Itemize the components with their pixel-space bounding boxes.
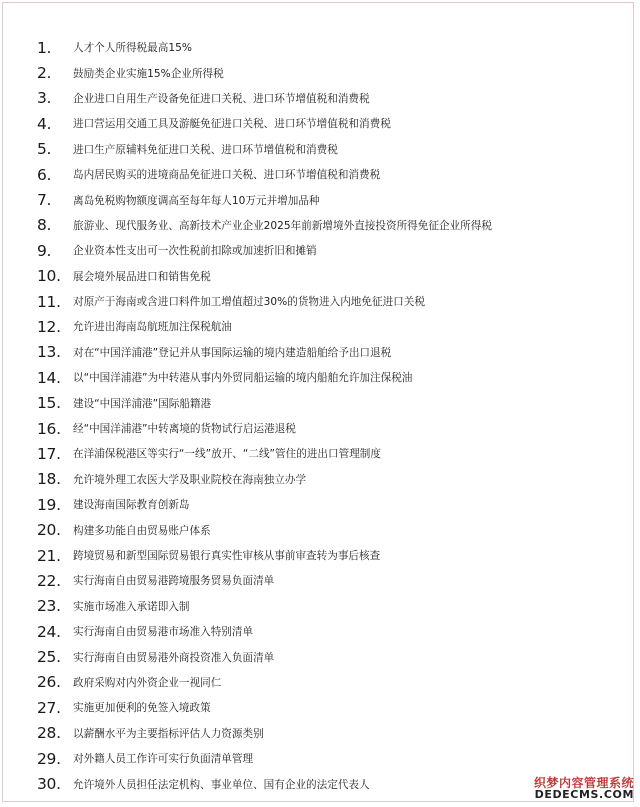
item-number: 11. <box>37 292 61 311</box>
item-number: 15. <box>37 394 61 413</box>
list-item <box>3 644 633 669</box>
item-text: 旅游业、现代服务业、高新技术产业企业2025年前新增境外直接投资所得免征企业所得税 <box>73 219 492 232</box>
item-number: 10. <box>37 267 61 286</box>
item-text: 展会境外展品进口和销售免税 <box>73 270 211 283</box>
list-item <box>3 111 633 136</box>
item-text: 实行海南自由贸易港市场准入特别清单 <box>73 626 254 639</box>
item-text: 鼓励类企业实施15%企业所得税 <box>73 67 224 80</box>
list-item <box>3 340 633 365</box>
item-text: 进口营运用交通工具及游艇免征进口关税、进口环节增值税和消费税 <box>73 118 391 131</box>
list-item <box>3 162 633 187</box>
list-item <box>3 416 633 441</box>
list-item <box>3 568 633 593</box>
item-number: 26. <box>37 673 61 692</box>
item-number: 6. <box>37 165 52 184</box>
list-item <box>3 441 633 466</box>
item-text: 实行海南自由贸易港跨境服务贸易负面清单 <box>73 575 275 588</box>
item-number: 25. <box>37 648 61 667</box>
item-number: 17. <box>37 444 61 463</box>
item-number: 13. <box>37 343 61 362</box>
list-item <box>3 213 633 238</box>
watermark-en: DEDECMS.COM <box>534 788 634 802</box>
item-text: 构建多功能自由贸易账户体系 <box>73 524 211 537</box>
item-number: 28. <box>37 724 61 743</box>
item-number: 9. <box>37 241 52 260</box>
list-item <box>3 264 633 289</box>
policy-list <box>3 35 633 797</box>
item-text: 企业进口自用生产设备免征进口关税、进口环节增值税和消费税 <box>73 92 370 105</box>
list-item <box>3 289 633 314</box>
item-text: 企业资本性支出可一次性税前扣除或加速折旧和摊销 <box>73 245 317 258</box>
list-item <box>3 86 633 111</box>
item-text: 允许境外人员担任法定机构、事业单位、国有企业的法定代表人 <box>73 778 370 791</box>
item-text: 人才个人所得税最高15% <box>73 42 192 55</box>
item-text: 在洋浦保税港区等实行“一线”放开、“二线”管住的进出口管理制度 <box>73 448 381 461</box>
item-text: 进口生产原辅料免征进口关税、进口环节增值税和消费税 <box>73 143 338 156</box>
document-frame <box>2 2 634 802</box>
item-text: 岛内居民购买的进境商品免征进口关税、进口环节增值税和消费税 <box>73 169 381 182</box>
item-number: 16. <box>37 419 61 438</box>
item-text: 实施市场准入承诺即入制 <box>73 600 190 613</box>
item-number: 14. <box>37 368 61 387</box>
item-number: 29. <box>37 749 61 768</box>
item-text: 建设“中国洋浦港”国际船籍港 <box>73 397 212 410</box>
watermark-cn: 织梦内容管理系统 <box>533 775 634 790</box>
item-text: 允许境外理工农医大学及职业院校在海南独立办学 <box>73 473 307 486</box>
item-number: 12. <box>37 317 61 336</box>
item-number: 18. <box>37 470 61 489</box>
list-item <box>3 594 633 619</box>
item-number: 24. <box>37 622 61 641</box>
item-number: 2. <box>37 64 52 83</box>
list-item <box>3 35 633 60</box>
item-number: 30. <box>37 775 61 794</box>
item-number: 1. <box>37 38 52 57</box>
watermark <box>534 777 634 801</box>
list-item <box>3 543 633 568</box>
item-number: 27. <box>37 698 61 717</box>
item-number: 22. <box>37 571 61 590</box>
item-text: 建设海南国际教育创新岛 <box>73 499 190 512</box>
list-item <box>3 670 633 695</box>
list-item <box>3 314 633 339</box>
item-text: 对在“中国洋浦港”登记并从事国际运输的境内建造船舶给予出口退税 <box>73 346 392 359</box>
item-number: 7. <box>37 191 52 210</box>
list-item <box>3 187 633 212</box>
list-item <box>3 137 633 162</box>
item-text: 实行海南自由贸易港外商投资准入负面清单 <box>73 651 275 664</box>
item-text: 政府采购对内外资企业一视同仁 <box>73 676 222 689</box>
list-item <box>3 721 633 746</box>
item-text: 实施更加便利的免签入境政策 <box>73 702 211 715</box>
item-number: 23. <box>37 597 61 616</box>
item-number: 19. <box>37 495 61 514</box>
item-text: 允许进出海南岛航班加注保税航油 <box>73 321 232 334</box>
item-number: 8. <box>37 216 52 235</box>
item-number: 4. <box>37 114 52 133</box>
item-text: 对原产于海南或含进口料件加工增值超过30%的货物进入内地免征进口关税 <box>73 296 425 309</box>
item-text: 对外籍人员工作许可实行负面清单管理 <box>73 753 254 766</box>
item-text: 以“中国洋浦港”为中转港从事内外贸同船运输的境内船舶允许加注保税油 <box>73 372 413 385</box>
list-item <box>3 746 633 771</box>
list-item <box>3 492 633 517</box>
list-item <box>3 695 633 720</box>
list-item <box>3 238 633 263</box>
item-text: 离岛免税购物额度调高至每年每人10万元并增加品种 <box>73 194 320 207</box>
list-item <box>3 365 633 390</box>
list-item <box>3 467 633 492</box>
item-text: 以薪酬水平为主要指标评估人力资源类别 <box>73 727 264 740</box>
item-number: 21. <box>37 546 61 565</box>
item-number: 3. <box>37 89 52 108</box>
list-item <box>3 619 633 644</box>
item-number: 20. <box>37 521 61 540</box>
item-text: 经“中国洋浦港”中转离境的货物试行启运港退税 <box>73 423 296 436</box>
item-text: 跨境贸易和新型国际贸易银行真实性审核从事前审查转为事后核查 <box>73 550 381 562</box>
list-item <box>3 517 633 542</box>
list-item <box>3 390 633 415</box>
item-number: 5. <box>37 140 52 159</box>
list-item <box>3 60 633 85</box>
